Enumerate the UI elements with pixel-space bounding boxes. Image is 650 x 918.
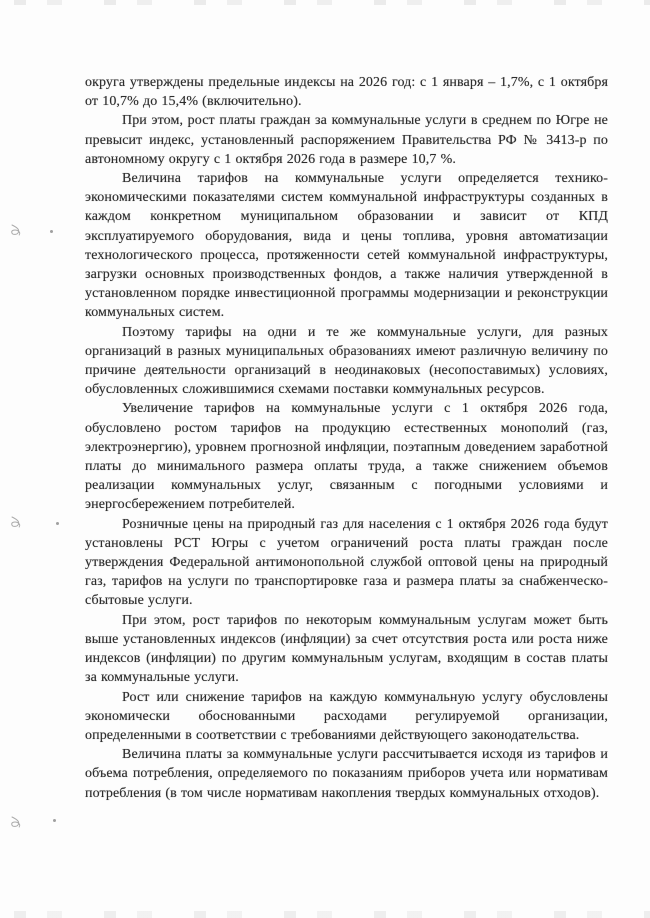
document-body-text xyxy=(85,73,608,803)
handwritten-margin-mark xyxy=(8,514,26,532)
pencil-dot xyxy=(50,230,53,233)
paragraph: Поэтому тарифы на одни и те же коммунальные услуги, для разных организаций в разных муниципальных образованиях имеют различную величину по причине деятельности организаций в неодинаковых (несопоставимых) условиях, обусловленных сложившимися схемами поставки коммунальных ресурсов. xyxy=(85,324,608,398)
handwritten-margin-mark xyxy=(8,222,26,240)
paragraph: Величина тарифов на коммунальные услуги определяется технико-экономическими показателями систем коммунальной инфраструктуры созданных в каждом конкретном муниципальном образовании и зависит от КПД эксплуатируемого оборудования, вида и цены топлива, уровня автоматизации технологического процесса, протяженности сетей коммунальной инфраструктуры, загрузки основных производственных фондов, а также наличия утвержденной в установленном порядке инвестиционной программы модернизации и реконструкции коммунальных систем. xyxy=(85,171,608,321)
paragraph: Рост или снижение тарифов на каждую коммунальную услугу обусловлены экономически обоснованными расходами регулируемой организации, определенными в соответствии с требованиями действующего законодательства. xyxy=(85,689,608,743)
paragraph: При этом, рост тарифов по некоторым коммунальным услугам может быть выше установленных индексов (инфляции) за счет отсутствия роста или роста ниже индексов (инфляции) по другим коммунальным услугам, входящим в состав платы за коммунальные услуги. xyxy=(85,612,608,686)
paragraph: При этом, рост платы граждан за коммунальные услуги в среднем по Югре не превысит индекс, установленный распоряжением Правительства РФ № 3413-р по автономному округу с 1 октября 2026 года в размере 10,7 %. xyxy=(85,113,608,167)
paragraph: Розничные цены на природный газ для населения с 1 октября 2026 года будут установлены РСТ Югры с учетом ограничений роста платы граждан после утверждения Федеральной антимонопольной службой оптовой цены на природный газ, тарифов на услуги по транспортировке газа и размера платы за снабженческо-сбытовые услуги. xyxy=(85,516,608,609)
paragraph: Увеличение тарифов на коммунальные услуги с 1 октября 2026 года, обусловлено ростом тарифов на продукцию естественных монополий (газ, электроэнергию), уровнем прогнозной инфляции, поэтапным доведением заработной платы до минимального размера оплаты труда, а также снижением объемов реализации коммунальных услуг, связанным с погодными условиями и энергосбережением потребителей. xyxy=(85,401,608,513)
paragraph: Величина платы за коммунальные услуги рассчитывается исходя из тарифов и объема потребления, определяемого по показаниям приборов учета или нормативам потребления (в том числе нормативам накопления твердых коммунальных отходов). xyxy=(85,747,608,801)
pencil-dot xyxy=(56,522,59,525)
scan-noise-top-edge xyxy=(0,0,650,5)
handwritten-margin-mark xyxy=(8,814,26,832)
pencil-dot xyxy=(53,819,56,822)
paragraph-continuation: округа утверждены предельные индексы на 2026 год: с 1 января – 1,7%, с 1 октября от 10,7% до 15,4% (включительно). xyxy=(85,75,608,110)
scan-noise-bottom-edge xyxy=(0,911,650,918)
